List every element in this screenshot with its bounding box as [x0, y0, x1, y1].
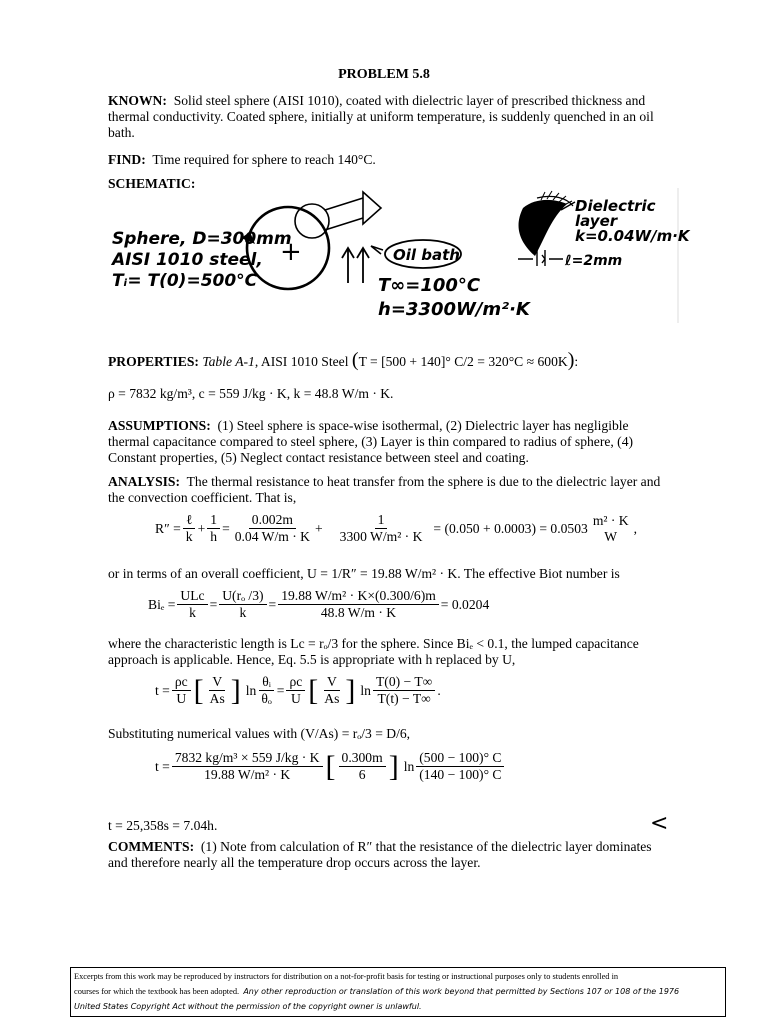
known-section: [108, 93, 645, 109]
footer-line-3: [74, 999, 722, 1014]
analysis-section: [108, 474, 660, 490]
substitution-text: Substituting numerical values with (V/As) = rₒ/3 = D/6,: [108, 726, 411, 741]
properties-line: PROPERTIES: Table A-1, AISI 1010 Steel (T = [500 + 140]° C/2 = 320°C ≈ 600K):: [108, 349, 579, 371]
biot-lhs: Biₑ =: [148, 596, 176, 612]
subst-ln: ln: [403, 758, 415, 774]
sphere-initial-temp: Tᵢ= T(0)=500°C: [112, 271, 258, 291]
assumptions-text-3: Constant properties, (5) Neglect contact resistance between steel and coating.: [108, 450, 529, 465]
assumptions-section: [108, 418, 629, 434]
oil-bath-label: Oil bath: [393, 246, 460, 264]
lc-text-1: where the characteristic length is Lc = rₒ/3 for the sphere. Since Biₑ < 0.1, the lumped capacitance: [108, 636, 639, 651]
known-text-1: Solid steel sphere (AISI 1010), coated with dielectric layer of prescribed thickness and: [173, 93, 646, 108]
rpp-equals: =: [222, 520, 230, 536]
rpp-plus-2: +: [315, 520, 323, 536]
dielectric-thickness: ℓ=2mm: [565, 253, 623, 269]
rhoc-over-u-1: $\frac{\rho c}{U}$: [172, 674, 191, 707]
substitution-equation: t = $\frac{\text{7832 kg/m³ × 559 J/kg · K}}{\text{19.88 W/m² · K}}$ [ $\frac{0.300m}{6}$ ] ln $\frac{(500 - 100)^\circ C}{(140 - 100)^\circ C}$: [155, 750, 506, 783]
comments-section: [108, 839, 652, 855]
overall-coefficient-text: or in terms of an overall coefficient, U = 1/R″ = 19.88 W/m² · K. The effective Biot number is: [108, 566, 620, 581]
biot-equation: [148, 588, 489, 621]
comments-text-2: and therefore nearly all the temperature drop occurs across the layer.: [108, 855, 481, 870]
theta-ratio: $\frac{\text{θᵢ}}{\text{θₒ}}$: [258, 674, 274, 707]
subst-bracket-fraction: $\frac{0.300m}{6}$: [339, 750, 386, 783]
result-mark: <: [650, 811, 669, 836]
footer-line-3-text: United States Copyright Act without the permission of the copyright owner is unlawful.: [74, 1002, 422, 1011]
known-text-3: bath.: [108, 125, 135, 140]
flow-arrows-icon: [342, 248, 369, 283]
assumptions-text-2: thermal capacitance compared to steel sphere, (3) Layer is thin compared to radius of sphere, (4): [108, 434, 634, 449]
biot-result: = 0.0204: [440, 596, 490, 612]
sphere-annotation: [112, 229, 292, 292]
v-over-as-1: $\frac{V}{As}$: [209, 674, 225, 706]
properties-values: ρ = 7832 kg/m³, c = 559 J/kg · K, k = 48.8 W/m · K.: [108, 386, 394, 401]
properties-colon: :: [574, 354, 579, 369]
lumped-eq: =: [276, 682, 285, 698]
zoom-arrow-lines: [325, 198, 363, 230]
rpp-comma: ,: [633, 520, 638, 536]
sphere-material: AISI 1010 steel,: [112, 250, 263, 270]
rpp-units: m² · K W: [592, 512, 629, 544]
subst-ln-fraction: $\frac{(500 - 100)^\circ C}{(140 - 100)^\circ C}$: [416, 750, 504, 783]
assumptions-label: ASSUMPTIONS:: [108, 418, 211, 433]
biot-frac-2: $\frac{\text{U(rₒ /3)}}{k}$: [219, 588, 266, 621]
zoom-arrow-head: [363, 192, 381, 224]
bath-conditions: [378, 274, 530, 322]
sphere-diameter: Sphere, D=300mm: [112, 229, 292, 249]
analysis-text-1: The thermal resistance to heat transfer from the sphere is due to the dielectric layer and: [186, 474, 661, 489]
assumptions-text-1: (1) Steel sphere is space-wise isothermal, (2) Dielectric layer has negligible: [217, 418, 629, 433]
lumped-equation: t = $\frac{\rho c}{U}$ [ $\frac{V}{As}$ ] ln $\frac{\text{θᵢ}}{\text{θₒ}}$ = $\frac{\rho c}{U}$ [ $\frac{V}{As}$ ] ln $\frac{T(0) - T\infty}{T(t) - T\infty}$ .: [155, 673, 441, 707]
comments-text-1: (1) Note from calculation of R″ that the resistance of the dielectric layer dominates: [200, 839, 652, 854]
oil-bath-pointer: [371, 246, 383, 254]
rhoc-over-u-2: $\frac{\rho c}{U}$: [286, 674, 305, 707]
find-label: FIND:: [108, 152, 146, 167]
find-text: Time required for sphere to reach 140°C.: [152, 152, 376, 167]
find-section: [108, 152, 376, 168]
analysis-text-2: the convection coefficient. That is,: [108, 490, 297, 505]
comments-label: COMMENTS:: [108, 839, 195, 854]
lumped-t-lhs: t =: [155, 682, 170, 698]
zoom-circle: [295, 204, 329, 238]
biot-frac-1: $\frac{\text{ULc}}{k}$: [177, 588, 207, 621]
dielectric-title: Dielectric: [575, 197, 656, 215]
plus-sign: +: [280, 237, 302, 267]
v-over-as-2: $\frac{V}{As}$: [324, 674, 340, 706]
footer-line-2b: Any other reproduction or translation of this work beyond that permitted by Sections 107 or 108 of the 1976: [243, 987, 680, 996]
ln-2: ln: [360, 682, 371, 698]
rpp-plus-1: +: [197, 520, 206, 536]
footer-line-1: Excerpts from this work may be reproduced by instructors for distribution on a not-for-profit basis for testing or instructional purposes only to students enrolled in: [74, 972, 619, 981]
analysis-label: ANALYSIS:: [108, 474, 181, 489]
thickness-dimension: [518, 250, 563, 266]
page-title: PROBLEM 5.8: [338, 67, 430, 82]
rpp-result: = (0.050 + 0.0003) = 0.0503: [433, 520, 588, 536]
resistance-equation: [155, 512, 637, 545]
known-text-2: thermal conductivity. Coated sphere, initially at uniform temperature, is suddenly quenched in an oil: [108, 109, 654, 124]
dielectric-annotation: [575, 199, 690, 244]
lumped-period: .: [437, 682, 441, 698]
known-label: KNOWN:: [108, 93, 167, 108]
bath-temperature: T∞=100°C: [378, 275, 481, 296]
properties-tbar: T = [500 + 140]° C/2 = 320°C ≈ 600K: [358, 354, 568, 369]
bath-h-coefficient: h=3300W/m²·K: [378, 299, 530, 320]
l-over-k: $\frac{\text{ℓ}}{k}$: [183, 512, 196, 545]
footer-line-2: [74, 984, 722, 999]
steel-shell-shape: [519, 200, 567, 256]
result-text: t = 25,358s = 7.04h.: [108, 818, 218, 833]
properties-label: PROPERTIES:: [108, 354, 199, 369]
ln-1: ln: [245, 682, 257, 698]
rpp-lhs: R″ =: [155, 520, 181, 536]
lc-text-2: approach is applicable. Hence, Eq. 5.5 is appropriate with h replaced by U,: [108, 652, 516, 667]
subst-main-fraction: $\frac{\text{7832 kg/m³ × 559 J/kg · K}}{\text{19.88 W/m² · K}}$: [172, 750, 323, 783]
properties-steel: , AISI 1010 Steel: [254, 354, 349, 369]
subst-t-lhs: t =: [155, 758, 170, 774]
biot-eq-1: =: [209, 596, 218, 612]
copyright-footer: [70, 967, 726, 1017]
dielectric-k: k=0.04W/m·K: [575, 227, 690, 245]
biot-frac-3: $\frac{\text{19.88 W/m² · K×(0.300/6)m}}{48.8 W/m \cdot K}$: [278, 588, 439, 621]
layer-resistance-fraction: $\frac{0.002m}{0.04 W/m \cdot K}$: [234, 512, 310, 544]
footer-line-2a: courses for which the textbook has been adopted.: [74, 987, 240, 996]
biot-eq-2: =: [268, 596, 277, 612]
temperature-ratio: $\frac{T(0) - T\infty}{T(t) - T\infty}$: [373, 674, 435, 707]
convection-resistance-fraction: $\frac{1}{\text{3300 W/m² · K}}$: [339, 512, 423, 544]
properties-table-ref: Table A-1: [202, 354, 255, 369]
dielectric-layer-word: layer: [575, 212, 618, 230]
schematic-label: SCHEMATIC:: [108, 176, 196, 191]
one-over-h: $\frac{1}{h}$: [207, 512, 220, 545]
